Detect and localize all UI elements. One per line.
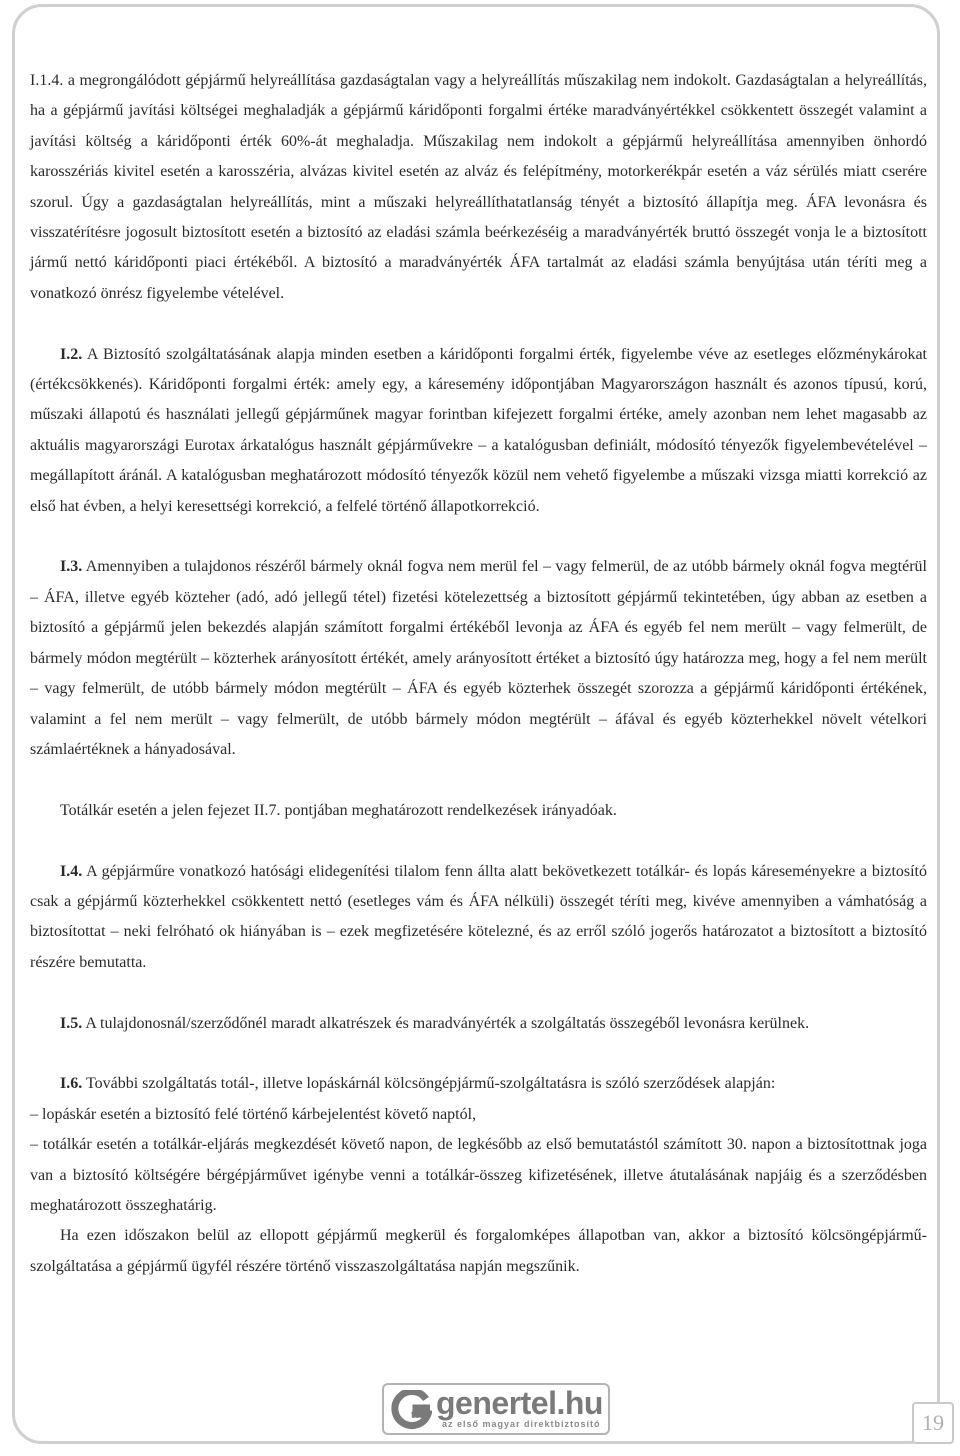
- section-1-6-text: További szolgáltatás totál-, illetve lopáskárnál kölcsöngépjármű-szolgáltatásra is szóló szerződések alapján:: [85, 1075, 776, 1093]
- section-1-3-label: I.3.: [60, 558, 83, 576]
- section-1-5-label: I.5.: [60, 1014, 83, 1032]
- logo-mark-text: tel: [411, 1410, 423, 1421]
- section-1-4: [30, 857, 927, 979]
- page-number: 19: [912, 1402, 954, 1444]
- section-1-5-text: A tulajdonosnál/szerződőnél maradt alkatrészek és maradványérték a szolgáltatás összegéből levonásra kerülnek.: [85, 1014, 810, 1032]
- section-1-2-text: A Biztosító szolgáltatásának alapja minden esetben a káridőponti forgalmi érték, figyelembe véve az esetleges előzménykárokat (értékcsökkenés). Káridőponti forgalmi érték: amely egy, a káresemény időpontjában Magyarországon használt és azonos típusú, korú, műszaki állapotú és használati jellegű gépjárműnek magyar forintban kifejezett forgalmi értéke, amely azonban nem lehet magasabb az aktuális magyarországi Eurotax árkatalógus használt gépjárművekre – a katalógusban definiált, módosító tényezők figyelembevételével – megállapított áránál. A katalógusban meghatározott módosító tényezők közül nem vehető figyelembe a műszaki vizsga miatti korrekció az első hat évben, a helyi keresettségi korrekció, a felfelé történő állapotkorrekció.: [30, 345, 928, 515]
- totalkar-note: Totálkár esetén a jelen fejezet II.7. pontjában meghatározott rendelkezések irányadóak.: [60, 801, 617, 819]
- genertel-logo-icon: [390, 1390, 432, 1430]
- section-1-1-4: I.1.4. a megrongálódott gépjármű helyreállítása gazdaságtalan vagy a helyreállítás műszakilag nem indokolt. Gazdaságtalan a helyreállítás, ha a gépjármű javítási költségei meghaladják a gépjármű káridőponti forgalmi értéke maradványértékkel csökkentett összegét valamint a javítási költség a káridőponti érték 60%-át meghaladja. Műszakilag nem indokolt a gépjármű helyreállítása amennyiben önhordó karosszériás kivitel esetén a karosszéria, alvázas kivitel esetén az alváz és felépítmény, motorkerékpár esetén a váz sérülés miatt cserére szorul. Úgy a gazdaságtalan helyreállítás, mint a műszaki helyreállíthatatlanság tényét a biztosító állapítja meg. ÁFA levonásra és visszatérítésre jogosult biztosított esetén a biztosító az eladási számla beérkezéséig a maradványérték bruttó összegét vonja le a biztosított jármű nettó káridőponti piaci értékéből. A biztosító a maradványérték ÁFA tartalmát az eladási számla benyújtása után téríti meg a vonatkozó önrész figyelembe vételével.: [30, 72, 927, 302]
- section-1-3: [30, 552, 927, 765]
- list-item: – lopáskár esetén a biztosító felé történő kárbejelentést követő naptól,: [30, 1105, 477, 1123]
- document-body: [30, 66, 927, 1282]
- section-1-3-text: Amennyiben a tulajdonos részéről bármely oknál fogva nem merül fel – vagy felmerül, de az utóbb bármely oknál fogva megtérül – ÁFA, illetve egyéb közteher (adó, adó jellegű tétel) fizetési kötelezettség a biztosított gépjármű tekintetében, úgy abban az esetben a biztosító a gépjármű jelen bekezdés alapján számított forgalmi értékéből levonja az ÁFA és egyéb fel nem merült – vagy felmerült, de bármely módon megtérült – közterhek arányosított értékét, amely arányosított értéket a biztosító úgy határozza meg, hogy a fel nem merült – vagy felmerült, de utóbb bármely módon megtérült – ÁFA és egyéb közterhek összegét szorozza a gépjármű káridőponti értékének, valamint a fel nem merült – vagy felmerült, de utóbb bármely módon megtérült – áfával és egyéb közterhekkel növelt vételkori számlaértéknek a hányadosával.: [30, 558, 927, 758]
- list-item: – totálkár esetén a totálkár-eljárás megkezdését követő napon, de legkésőbb az első bemutatástól számított 30. napon a biztosítottnak joga van a biztosító költségére bérgépjárművet igénybe venni a totálkár-összeg kifizetésének, illetve átutalásának napjáig és a szerződésben meghatározott összeghatárig.: [30, 1136, 927, 1214]
- genertel-logo[interactable]: [382, 1383, 610, 1435]
- section-1-4-label: I.4.: [60, 862, 83, 880]
- section-1-2-label: I.2.: [60, 345, 83, 363]
- section-1-6-label: I.6.: [60, 1075, 83, 1093]
- section-1-2: [30, 340, 927, 522]
- section-1-5: [30, 1009, 927, 1039]
- section-1-6-closing: Ha ezen időszakon belül az ellopott gépjármű megkerül és forgalomképes állapotban van, akkor a biztosító kölcsöngépjármű-szolgáltatása a gépjármű ügyfél részére történő visszaszolgáltatása napján megszűnik.: [30, 1227, 927, 1275]
- logo-name: genertel.hu: [436, 1385, 603, 1421]
- section-1-4-text: A gépjárműre vonatkozó hatósági elidegenítési tilalom fenn állta alatt bekövetkezett totálkár- és lopás káreseményekre a biztosító csak a gépjármű közterhekkel csökkentett nettó (esetleges vám és ÁFA nélküli) összegét téríti meg, kivéve amennyiben a vámhatóság a biztosítottat – neki felróható ok hiányában is – ezek megfizetésére kötelezné, és az erről szóló jogerős határozatot a biztosított a biztosító részére bemutatta.: [30, 862, 928, 971]
- section-1-6: [30, 1069, 927, 1099]
- logo-tagline: az első magyar direktbiztosító: [442, 1419, 601, 1429]
